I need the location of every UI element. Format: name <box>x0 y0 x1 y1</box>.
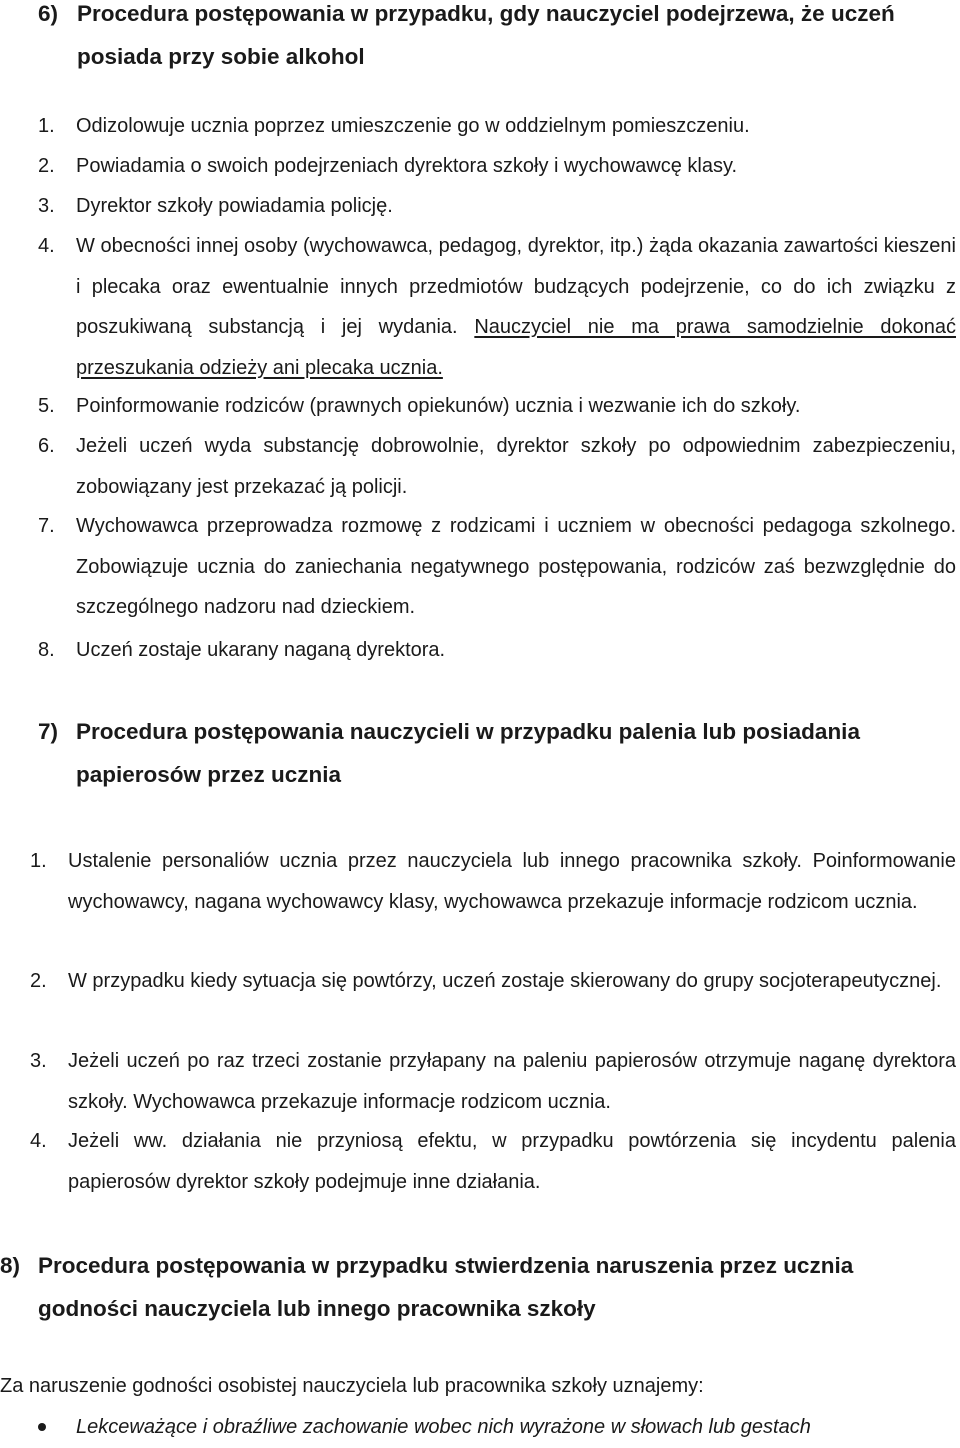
s6-item-4-main-text: W obecności innej osoby (wychowawca, pedagog, dyrektor, itp.) żąda okazania zawartości kieszeni i plecaka oraz ewentualnie innych przedmiotów budzących podejrzenie, co do ich związku z poszukiwaną substancją i jej wydania. <box>76 235 956 338</box>
s7-item-2-text: W przypadku kiedy sytuacja się powtórzy, uczeń zostaje skierowany do grupy socjoterapeutycznej. <box>68 970 942 992</box>
s6-item-1-text: Odizolowuje ucznia poprzez umieszczenie go w oddzielnym pomieszczeniu. <box>76 115 750 137</box>
section-7-number: 7) <box>38 719 59 744</box>
s6-item-2 <box>38 146 958 187</box>
s6-item-8-text: Uczeń zostaje ukarany naganą dyrektora. <box>76 639 446 661</box>
s8-bullet-1-text: Lekceważące i obraźliwe zachowanie wobec nich wyrażone w słowach lub gestach <box>76 1416 811 1438</box>
s6-item-6 <box>38 426 956 507</box>
s7-item-2 <box>30 961 956 1002</box>
section-8-intro: Za naruszenie godności osobistej nauczyciela lub pracownika szkoły uznajemy: <box>0 1375 704 1397</box>
s6-item-1 <box>38 106 958 147</box>
s6-item-7-text: Wychowawca przeprowadza rozmowę z rodzicami i uczniem w obecności pedagoga szkolnego. Zobowiązuje ucznia do zaniechania negatywnego postępowania, rodziców zaś bezwzględnie do szczególnego nadzoru nad dzieckiem. <box>76 515 956 618</box>
s7-item-3 <box>30 1041 956 1122</box>
s6-item-3-text: Dyrektor szkoły powiadamia policję. <box>76 195 393 217</box>
s7-item-2-number: 2. <box>30 970 47 992</box>
s6-item-3-number: 3. <box>38 195 55 217</box>
s6-item-4 <box>38 226 956 388</box>
s6-item-6-number: 6. <box>38 435 55 457</box>
s6-item-5-text: Poinformowanie rodziców (prawnych opiekunów) ucznia i wezwanie ich do szkoły. <box>76 395 801 417</box>
bullet-icon <box>38 1423 46 1431</box>
s7-item-3-number: 3. <box>30 1050 47 1072</box>
section-6-number: 6) <box>38 1 59 26</box>
s7-item-4 <box>30 1121 956 1202</box>
s6-item-4-underlined-text: Nauczyciel nie ma prawa samodzielnie dokonać przeszukania odzieży ani plecaka ucznia. <box>76 316 956 379</box>
section-8-heading <box>0 1244 958 1330</box>
s6-item-2-text: Powiadamia o swoich podejrzeniach dyrektora szkoły i wychowawcę klasy. <box>76 155 738 177</box>
section-7-heading <box>38 710 958 796</box>
section-8-title: Procedura postępowania w przypadku stwierdzenia naruszenia przez ucznia godności nauczyciela lub innego pracownika szkoły <box>38 1253 854 1321</box>
s7-item-1-number: 1. <box>30 850 47 872</box>
s7-item-3-text: Jeżeli uczeń po raz trzeci zostanie przyłapany na paleniu papierosów otrzymuje naganę dyrektora szkoły. Wychowawca przekazuje informacje rodzicom ucznia. <box>68 1050 956 1113</box>
s6-item-3 <box>38 186 958 227</box>
section-8-number: 8) <box>0 1253 21 1278</box>
s6-item-4-text <box>38 226 956 388</box>
s6-item-7 <box>38 506 956 628</box>
s8-bullet-1 <box>0 1407 958 1448</box>
s7-item-1-text: Ustalenie personaliów ucznia przez nauczyciela lub innego pracownika szkoły. Poinformowanie wychowawcy, nagana wychowawcy klasy, wychowawca przekazuje informacje rodzicom ucznia. <box>68 850 956 913</box>
s6-item-8-number: 8. <box>38 639 55 661</box>
s6-item-2-number: 2. <box>38 155 55 177</box>
section-6-heading <box>38 0 944 78</box>
section-7-title: Procedura postępowania nauczycieli w przypadku palenia lub posiadania papierosów przez ucznia <box>76 719 860 787</box>
s7-item-4-number: 4. <box>30 1130 47 1152</box>
s6-item-5-number: 5. <box>38 395 55 417</box>
section-6-title: Procedura postępowania w przypadku, gdy nauczyciel podejrzewa, że uczeń posiada przy sobie alkohol <box>77 1 895 69</box>
s6-item-6-text: Jeżeli uczeń wyda substancję dobrowolnie, dyrektor szkoły po odpowiednim zabezpieczeniu, zobowiązany jest przekazać ją policji. <box>76 435 956 498</box>
s6-item-4-number: 4. <box>38 235 55 257</box>
s6-item-7-number: 7. <box>38 515 55 537</box>
s6-item-5 <box>38 386 958 427</box>
s7-item-4-text: Jeżeli ww. działania nie przyniosą efektu, w przypadku powtórzenia się incydentu palenia papierosów dyrektor szkoły podejmuje inne działania. <box>68 1130 956 1193</box>
s6-item-8 <box>38 630 958 671</box>
s7-item-1 <box>30 841 956 922</box>
s6-item-1-number: 1. <box>38 115 55 137</box>
